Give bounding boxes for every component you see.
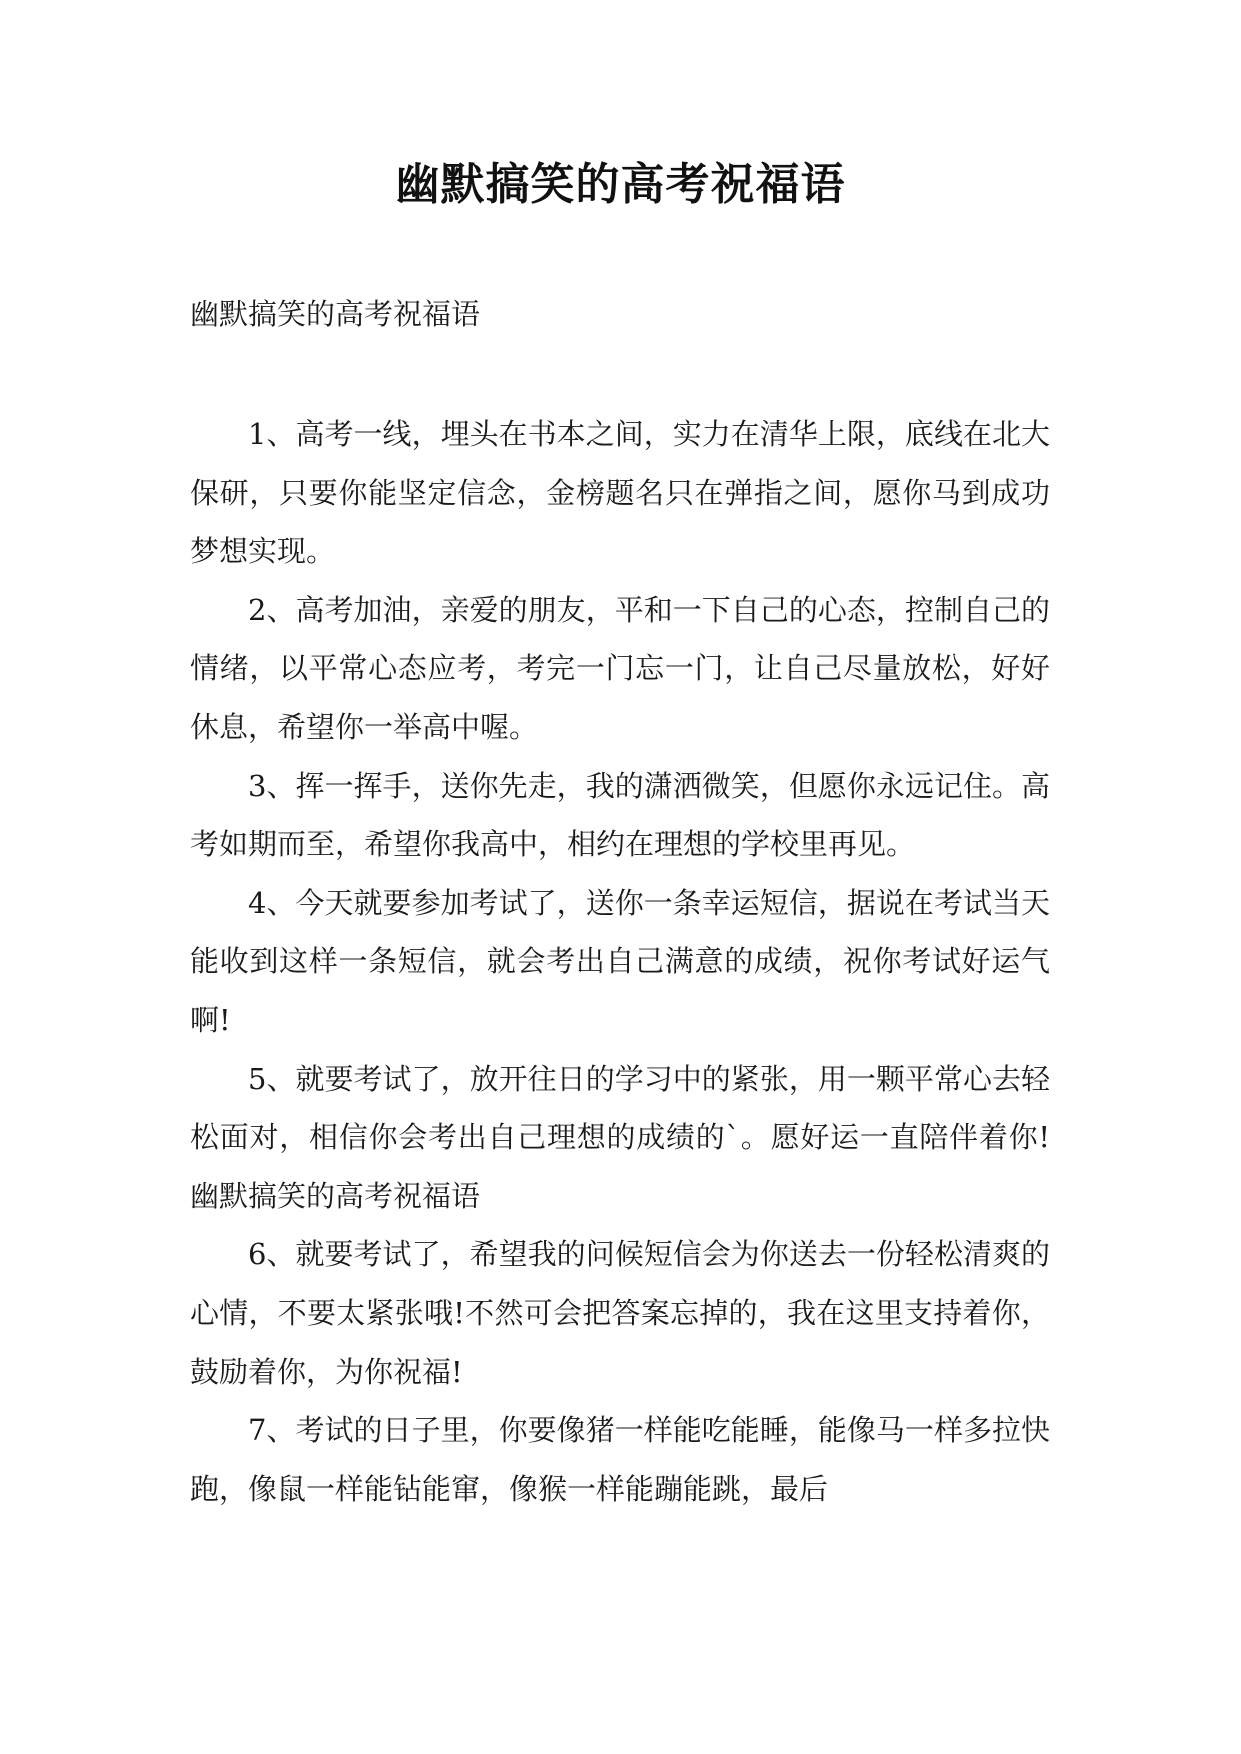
paragraph-3: 3、挥一挥手，送你先走，我的潇洒微笑，但愿你永远记住。高考如期而至，希望你我高中，相约在理想的学校里再见。 [190,768,1050,862]
paragraph-5: 5、就要考试了，放开往日的学习中的紧张，用一颗平常心去轻松面对，相信你会考出自己理想的成绩的`。愿好运一直陪伴着你!幽默搞笑的高考祝福语 [190,1061,1050,1213]
paragraph-4: 4、今天就要参加考试了，送你一条幸运短信，据说在考试当天能收到这样一条短信，就会考出自己满意的成绩，祝你考试好运气啊! [190,885,1050,1037]
page-title: 幽默搞笑的高考祝福语 [395,159,846,210]
document-body [190,405,1050,1518]
paragraph-2: 2、高考加油，亲爱的朋友，平和一下自己的心态，控制自己的情绪，以平常心态应考，考完一门忘一门，让自己尽量放松，好好休息，希望你一举高中喔。 [190,592,1050,744]
paragraph-6: 6、就要考试了，希望我的问候短信会为你送去一份轻松清爽的心情，不要太紧张哦!不然可会把答案忘掉的，我在这里支持着你，鼓励着你，为你祝福! [190,1237,1050,1389]
document-subtitle: 幽默搞笑的高考祝福语 [190,297,481,331]
paragraph-1: 1、高考一线，埋头在书本之间，实力在清华上限，底线在北大保研，只要你能坚定信念，金榜题名只在弹指之间，愿你马到成功梦想实现。 [190,417,1050,569]
paragraph-7: 7、考试的日子里，你要像猪一样能吃能睡，能像马一样多拉快跑，像鼠一样能钻能窜，像猴一样能蹦能跳，最后 [190,1413,1050,1506]
